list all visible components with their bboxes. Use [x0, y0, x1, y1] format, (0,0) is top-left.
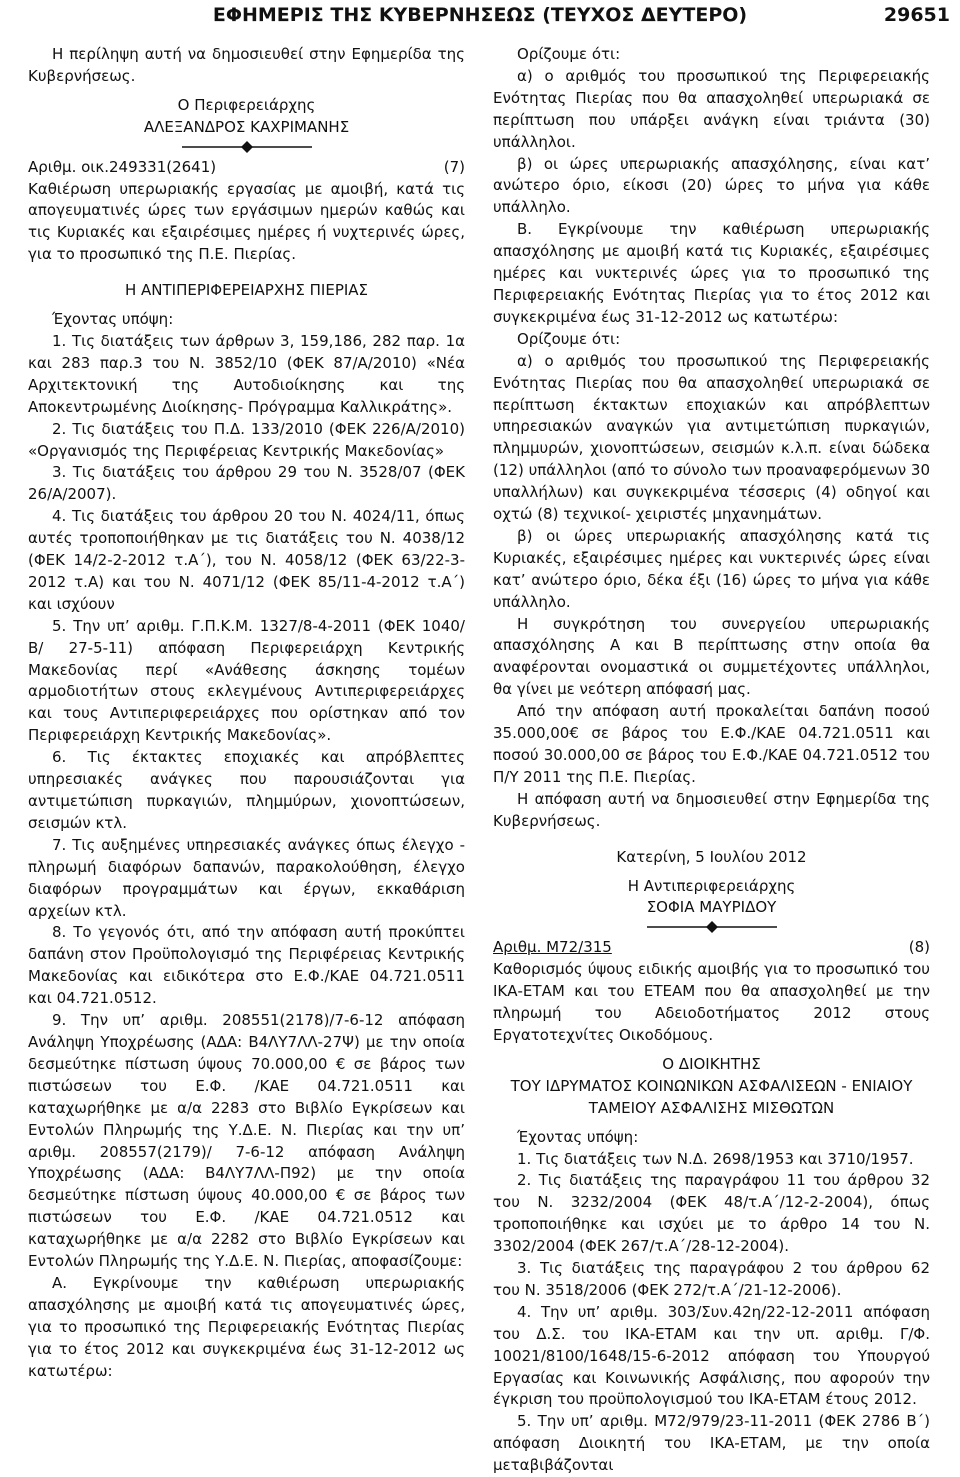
considering-heading: Έχοντας υπόψη: — [52, 310, 174, 329]
cost-paragraph: Από την απόφαση αυτή προκαλείται δαπάνη ποσού 35.000,00€ σε βάρος του Ε.Φ./ΚΑΕ 04.721.0511 και ποσού 30.000,00 σε βάρος του Ε.Φ./ΚΑΕ 04.721.0512 του Π/Υ 2011 της Π.Ε. Πιερίας. — [493, 702, 930, 786]
considering-heading: Έχοντας υπόψη: — [517, 1127, 639, 1146]
paragraph-2: 2. Τις διατάξεις του Π.Δ. 133/2010 (ΦΕΚ 226/Α/2010) «Οργανισμός της Περιφέρειας Κεντρικής Μακεδονίας» — [28, 419, 465, 460]
decision-title: Καθορισμός ύψους ειδικής αμοιβής για το προσωπικό του ΙΚΑ-ΕΤΑΜ και του ΕΤΕΑΜ που θα απασχοληθεί με την πληρωμή του Αδειοδοτήματος 2012 στους Εργατοτεχνίτες Οικοδόμους. — [493, 960, 930, 1044]
decision-reference — [493, 937, 930, 959]
right-paragraph-3: 3. Τις διατάξεις της παραγράφου 2 του άρθρου 62 του Ν. 3518/2006 (ΦΕΚ 272/τ.Α΄/21-12-2006). — [493, 1259, 930, 1299]
signer-title: Ο Περιφερειάρχης — [177, 95, 316, 114]
right-paragraph-5: 5. Την υπ’ αριθμ. Μ72/979/23-11-2011 (ΦΕΚ 2786 Β΄) απόφαση Διοικητή του ΙΚΑ-ΕΤΑΜ, με την οποία μεταβιβάζονται — [493, 1412, 930, 1475]
issuing-authority: Ο ΔΙΟΙΚΗΤΗΣ — [662, 1054, 761, 1073]
diamond-separator-icon — [182, 141, 312, 153]
clause-a-1: α) ο αριθμός του προσωπικού της Περιφερειακής Ενότητας Πιερίας που θα απασχοληθεί υπερωριακά σε περίπτωση που υπάρξει ανάγκη είναι τριάντα (30) υπάλληλοι. — [493, 66, 930, 151]
define-heading-2: Ορίζουμε ότι: — [517, 329, 621, 348]
decision-title: Καθιέρωση υπερωριακής εργασίας με αμοιβή, κατά τις απογευματινές ώρες των εργάσιμων ημερών καθώς και τις Κυριακές και εξαιρέσιμες ημέρες ή νυχτερινές ώρες, για το προσωπικό της Π.Ε. Πιερίας. — [28, 179, 465, 264]
decision-reference — [28, 157, 465, 179]
paragraph-3: 3. Τις διατάξεις του άρθρου 29 του Ν. 3528/07 (ΦΕΚ 26/Α/2007). — [28, 463, 465, 504]
issuing-authority-name: ΤΟΥ ΙΔΡΥΜΑΤΟΣ ΚΟΙΝΩΝΙΚΩΝ ΑΣΦΑΛΙΣΕΩΝ - ΕΝΙΑΙΟΥ ΤΑΜΕΙΟΥ ΑΣΦΑΛΙΣΗΣ ΜΙΣΘΩΤΩΝ — [510, 1076, 913, 1117]
paragraph-6: 6. Τις έκτακτες εποχιακές και απρόβλεπτες υπηρεσιακές ανάγκες που παρουσιάζονται για αντιμετώπιση πυρκαγιών, πλημμύρων, χιονοπτώσεων, σεισμών κτλ. — [28, 748, 465, 832]
page-number: 29651 — [883, 4, 950, 26]
committee-paragraph: Η συγκρότηση του συνεργείου υπερωριακής απασχόλησης Α και Β περίπτωσης στην οποία θα αναφέρονται ονομαστικά οι συμμετέχοντες υπάλληλοι, θα γίνει με νεότερη απόφασή μας. — [493, 614, 930, 699]
signer-title: Η Αντιπεριφερειάρχης — [627, 876, 796, 895]
right-paragraph-4: 4. Την υπ’ αριθμ. 303/Συν.42η/22-12-2011 απόφαση του Δ.Σ. του ΙΚΑ-ΕΤΑΜ και την υπ. αριθμ. Γ/Φ. 10021/8100/1648/15-6-2012 απόφαση του Υπουργού Εργασίας και Κοινωνικής Ασφάλισης, που αφορούν την έγκριση του προϋπολογισμού του ΙΚΑ-ΕΤΑΜ έτους 2012. — [493, 1302, 930, 1409]
left-column — [28, 44, 465, 1382]
clause-a-2: α) ο αριθμός του προσωπικού της Περιφερειακής Ενότητας Πιερίας που θα απασχοληθεί υπερωριακά σε περίπτωση έκτακτων εποχιακών και απρόβλεπτων υπηρεσιακών αναγκών για αντιμετώπιση πυρκαγιών, πλημμυρών, χιονοπτώσεων, σεισμών κ.λ.π. είναι δώδεκα (12) υπάλληλοι (από το σύνολο των προαναφερόμενων 30 υπαλλήλων) και συγκεκριμένα τέσσερις (4) οδηγοί και οχτώ (8) τεχνικοί- χειριστές μηχανημάτων. — [493, 351, 930, 524]
signer-name: ΣΟΦΙΑ ΜΑΥΡΙΔΟΥ — [646, 898, 777, 917]
page-header — [0, 0, 960, 40]
place-date: Κατερίνη, 5 Ιουλίου 2012 — [616, 847, 807, 866]
issuing-authority: Η ΑΝΤΙΠΕΡΙΦΕΡΕΙΑΡΧΗΣ ΠΙΕΡΙΑΣ — [124, 281, 369, 300]
clause-b-2: β) οι ώρες υπερωριακής απασχόλησης κατά τις Κυριακές, εξαιρέσιμες ημέρες και νυκτερινές ώρες είναι κατ’ ανώτερο όριο, δέκα έξι (16) ώρες το μήνα για κάθε υπάλληλο. — [493, 526, 930, 611]
paragraph-7: 7. Τις αυξημένες υπηρεσιακές ανάγκες όπως έλεγχο - πληρωμή διαφόρων δαπανών, παρακολούθηση, έλεγχο διαφόρων προγραμμάτων και έργων, εκκαθάριση αρχείων κτλ. — [28, 835, 465, 920]
define-heading-1: Ορίζουμε ότι: — [517, 45, 621, 63]
right-paragraph-1: 1. Τις διατάξεις των Ν.Δ. 2698/1953 και 3710/1957. — [517, 1149, 914, 1168]
paragraph-5: 5. Την υπ’ αριθμ. Γ.Π.Κ.Μ. 1327/8-4-2011 (ΦΕΚ 1040/Β/ 27-5-11) απόφαση Περιφερειάρχη Κεντρικής Μακεδονίας περί «Ανάθεσης άσκησης τομέων αρμοδιοτήτων στους εκλεγμένους Αντιπεριφερειάρχες και τους Αντιπεριφερειάρχες που ορίστηκαν από τον Περιφερειάρχη Κεντρικής Μακεδονίας». — [28, 616, 465, 745]
right-column — [493, 44, 930, 1477]
paragraph-8: 8. Το γεγονός ότι, από την απόφαση αυτή προκύπτει δαπάνη στον Προϋπολογισμό της Περιφέρειας Κεντρικής Μακεδονίας και ειδικότερα στο Ε.Φ./ΚΑΕ 04.721.0511 και 04.721.0512. — [28, 923, 465, 1008]
reference-index: (7) — [443, 157, 465, 176]
publication-note: Η απόφαση αυτή να δημοσιευθεί στην Εφημερίδα της Κυβερνήσεως. — [493, 789, 930, 830]
publication-note: Η περίληψη αυτή να δημοσιευθεί στην Εφημερίδα της Κυβερνήσεως. — [28, 45, 465, 85]
paragraph-b: Β. Εγκρίνουμε την καθιέρωση υπερωριακής απασχόλησης με αμοιβή κατά τις Κυριακές, εξαιρέσιμες ημέρες και νυκτερινές ώρες για το προσωπικό της Περιφερειακής Ενότητας Πιερίας για το έτος 2012 και συγκεκριμένα έως 31-12-2012 ως κατωτέρω: — [493, 220, 930, 326]
paragraph-9: 9. Την υπ’ αριθμ. 208551(2178)/7-6-12 απόφαση Ανάληψη Υποχρέωσης (ΑΔΑ: Β4ΛΥ7ΛΛ-27Ψ) με την οποία δεσμεύτηκε πίστωση ύψους 70.000,00 € σε βάρος των πιστώσεων του Ε.Φ. /ΚΑΕ 04.721.0511 και καταχωρήθηκε με α/α 2283 στο Βιβλίο Εγκρίσεων και Εντολών Πληρωμής της Υ.Δ.Ε. Ν. Πιερίας και την υπ’ αριθμ. 208557(2179)/ 7-6-12 απόφαση Ανάληψη Υποχρέωσης (ΑΔΑ: Β4ΛΥ7ΛΛ-Π92) με την οποία δεσμεύτηκε πίστωση ύψους 40.000,00 € σε βάρος των πιστώσεων του Ε.Φ. /ΚΑΕ 04.721.0512 και καταχωρήθηκε με α/α 2282 στο Βιβλίο Εγκρίσεων και Εντολών Πληρωμής της Υ.Δ.Ε. Ν. Πιερίας, αποφασίζουμε: — [28, 1011, 465, 1271]
gazette-title: ΕΦΗΜΕΡΙΣ ΤΗΣ ΚΥΒΕΡΝΗΣΕΩΣ (ΤΕΥΧΟΣ ΔΕΥΤΕΡΟ) — [212, 4, 748, 26]
right-paragraph-2: 2. Τις διατάξεις της παραγράφου 11 του άρθρου 32 του Ν. 3232/2004 (ΦΕΚ 48/τ.Α΄/12-2-2004), όπως τροποποιήθηκε και ισχύει με το άρθρο 14 του Ν. 3302/2004 (ΦΕΚ 267/τ.Α΄/28-12-2004). — [493, 1171, 930, 1256]
reference-index: (8) — [908, 938, 930, 957]
clause-b-1: β) οι ώρες υπερωριακής απασχόλησης, είναι κατ’ ανώτερο όριο, είκοσι (20) ώρες το μήνα για κάθε υπάλληλο. — [493, 154, 930, 217]
diamond-separator-icon — [647, 921, 777, 933]
reference-number: Αριθμ. οικ.249331(2641) — [28, 157, 217, 176]
signer-name: ΑΛΕΞΑΝΔΡΟΣ ΚΑΧΡΙΜΑΝΗΣ — [143, 117, 350, 136]
paragraph-a: Α. Εγκρίνουμε την καθιέρωση υπερωριακής απασχόλησης με αμοιβή κατά τις απογευματινές ώρες, για το προσωπικό της Περιφερειακής Ενότητας Πιερίας για το έτος 2012 και συγκεκριμένα έως 31-12-2012 ως κατωτέρω: — [28, 1273, 465, 1380]
paragraph-4: 4. Τις διατάξεις του άρθρου 20 του Ν. 4024/11, όπως αυτές τροποποιήθηκαν με τις διατάξεις του Ν. 4038/12 (ΦΕΚ 14/2-2-2012 τ.Α΄), του Ν. 4058/12 (ΦΕΚ 63/22-3-2012 τ.Α) και του Ν. 4071/12 (ΦΕΚ 85/11-4-2012 τ.Α΄) και ισχύουν — [28, 507, 465, 613]
reference-number: Αριθμ. Μ72/315 — [493, 938, 612, 957]
paragraph-1: 1. Τις διατάξεις των άρθρων 3, 159,186, 282 παρ. 1α και 283 παρ.3 του Ν. 3852/10 (ΦΕΚ 87/Α/2010) «Νέα Αρχιτεκτονική της Αυτοδιοίκησης και της Αποκεντρωμένης Διοίκησης- Πρόγραμμα Καλλικράτης». — [28, 331, 465, 416]
